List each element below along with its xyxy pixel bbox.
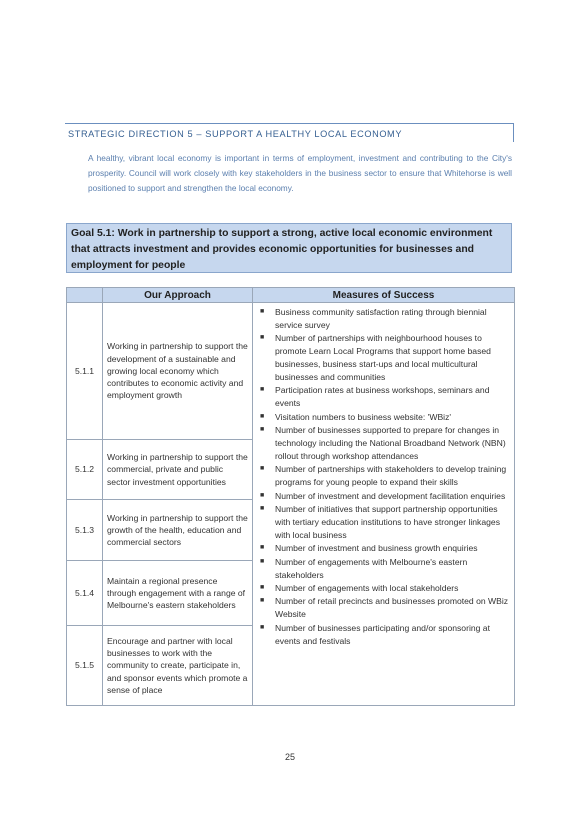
row-number: 5.1.5 (67, 626, 103, 706)
list-item: ■ Business community satisfaction rating through biennial service survey (260, 307, 487, 330)
measures-list (258, 306, 510, 648)
table-row (67, 303, 515, 440)
square-bullet-icon: ■ (260, 623, 265, 631)
list-item: ■ Visitation numbers to business website: 'WBiz' (260, 411, 452, 422)
approach-cell: Encourage and partner with local businesses to work with the community to create, participate in, and sponsor events which promote a sense of place (103, 626, 253, 706)
approach-cell: Working in partnership to support the growth of the health, education and commercial sectors (103, 500, 253, 561)
header-our-approach: Our Approach (103, 288, 253, 303)
list-item: ■ Number of investment and development facilitation enquiries (260, 490, 506, 501)
square-bullet-icon: ■ (260, 308, 265, 315)
goal-box: Goal 5.1: Work in partnership to support a strong, active local economic environment that attracts investment and provides economic opportunities for businesses and employment for people (66, 223, 512, 273)
list-item: ■ Number of engagements with Melbourne's eastern stakeholders (260, 556, 468, 580)
square-bullet-icon: ■ (260, 557, 265, 565)
section-heading-rule (65, 123, 514, 142)
measures-cell (253, 303, 515, 706)
square-bullet-icon: ■ (260, 544, 265, 552)
list-item: ■ Number of engagements with local stakeholders (260, 583, 459, 594)
square-bullet-icon: ■ (260, 412, 265, 420)
table-header-row (67, 288, 515, 303)
list-item: ■ Number of partnerships with neighbourhood houses to promote Learn Local Programs that support home based businesses, business start-ups and local multicultural businesses and communities (260, 333, 491, 383)
square-bullet-icon: ■ (260, 465, 265, 473)
list-item: ■ Number of businesses participating and/or sponsoring at events and festivals (260, 622, 490, 646)
list-item: ■ Number of retail precincts and businesses promoted on WBiz Website (260, 596, 509, 620)
square-bullet-icon: ■ (260, 491, 265, 499)
row-number: 5.1.4 (67, 561, 103, 626)
approach-cell: Working in partnership to support the development of a sustainable and growing local economy which contributes to economic activity and employment growth (103, 303, 253, 440)
square-bullet-icon: ■ (260, 505, 265, 513)
square-bullet-icon: ■ (260, 334, 265, 342)
intro-paragraph: A healthy, vibrant local economy is important in terms of employment, investment and contributing to the City's prosperity. Council will work closely with key stakeholders in the business sector to ensure that Whitehorse is well positioned to support and strengthen the local economy. (88, 153, 512, 193)
approach-cell: Working in partnership to support the commercial, private and public sector investment opportunities (103, 440, 253, 500)
approach-cell: Maintain a regional presence through engagement with a range of Melbourne's eastern stakeholders (103, 561, 253, 626)
list-item: ■ Participation rates at business workshops, seminars and events (260, 385, 490, 409)
list-item: ■ Number of partnerships with stakeholders to develop training programs for young people to expand their skills (260, 464, 507, 488)
page-number: 25 (284, 752, 295, 762)
row-number: 5.1.2 (67, 440, 103, 500)
list-item: ■ Number of initiatives that support partnership opportunities with tertiary education institutions to have stronger linkages with local business (260, 504, 500, 540)
header-number (67, 288, 103, 303)
square-bullet-icon: ■ (260, 386, 265, 394)
square-bullet-icon: ■ (260, 426, 265, 434)
row-number: 5.1.1 (67, 303, 103, 440)
square-bullet-icon: ■ (260, 597, 265, 605)
section-heading: STRATEGIC DIRECTION 5 – SUPPORT A HEALTHY LOCAL ECONOMY (68, 129, 403, 139)
square-bullet-icon: ■ (260, 584, 265, 592)
approach-table (66, 287, 515, 706)
list-item: ■ Number of businesses supported to prepare for changes in technology including the National Broadband Network (NBN) rollout through workshop attendances (260, 425, 506, 461)
header-measures-of-success: Measures of Success (253, 288, 515, 303)
list-item: ■ Number of investment and business growth enquiries (260, 543, 478, 554)
row-number: 5.1.3 (67, 500, 103, 561)
